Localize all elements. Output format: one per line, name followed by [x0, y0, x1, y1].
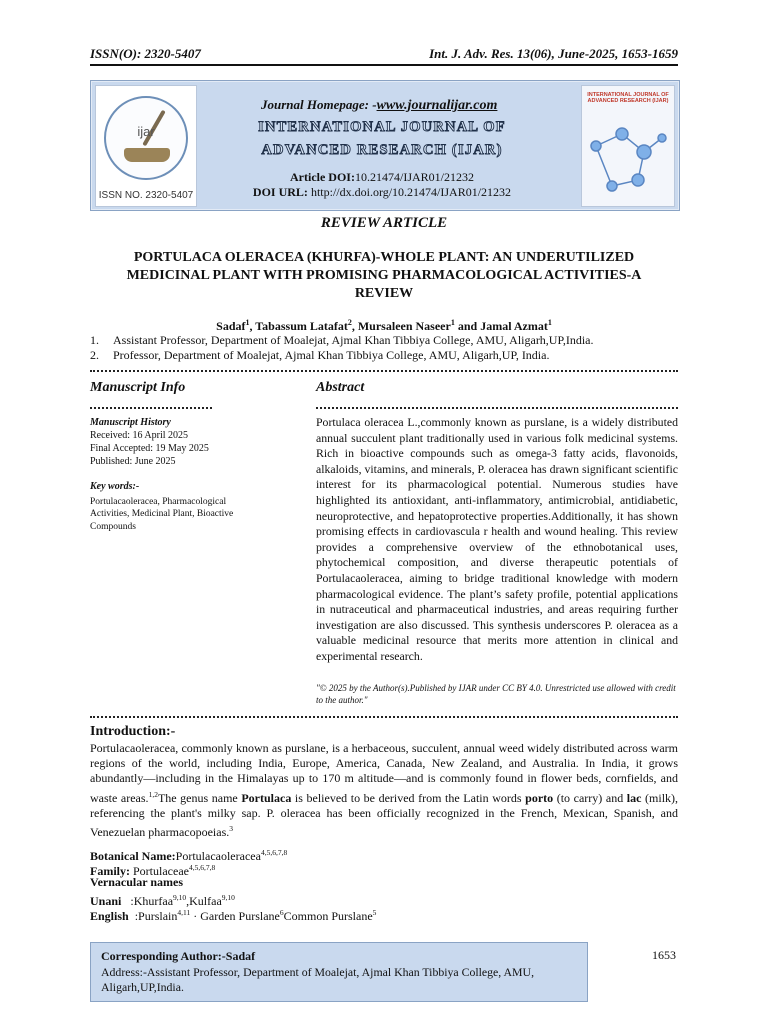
title-line: REVIEW: [354, 286, 414, 301]
author-list: Sadaf$^1$, Tabassum Latafat$^2$, Mursaleen Naseer$^1$ and Jamal Azmat$^1$: [216, 318, 552, 333]
section-divider: [90, 716, 678, 718]
affiliation-text: Assistant Professor, Department of Moalejat, Ajmal Khan Tibbiya College, AMU, Aligarh,UP,India.: [113, 333, 594, 347]
affiliation-number: 2.: [90, 348, 99, 362]
journal-name-line2: ADVANCED RESEARCH (IJAR): [261, 142, 503, 158]
author-affil: 2: [347, 318, 352, 327]
journal-homepage: [261, 97, 497, 114]
accepted-date: Final Accepted: 19 May 2025: [90, 443, 209, 454]
doi-url-label: DOI URL:: [252, 185, 308, 199]
citation-ref[interactable]: 1,2: [148, 789, 158, 799]
corresponding-author-heading: Corresponding Author:-Sadaf: [101, 949, 256, 963]
title-line: MEDICINAL PLANT WITH PROMISING PHARMACOLOGICAL ACTIVITIES-A: [126, 268, 642, 283]
author-name: Jamal Azmat: [480, 319, 548, 333]
affiliation-number: 1.: [90, 333, 99, 347]
affiliation-item: [90, 333, 593, 348]
author-affil: 1: [450, 318, 455, 327]
introduction-paragraph: Portulacaoleracea, commonly known as purslane, is a herbaceous, succulent, annual weed widely distributed across warm regions of the world, including India, Europe, America, Canada, New Zealand, and Australia. In India, it grows abundantly—including in the Himalayas up to 170 m altitude—and is commonly found in flower beds, cornfields, and waste areas.$^{1,2}$The genus name Portulaca is believed to be derived from the Latin words porto (to carry) and lac (milk), referencing the plant's milky sap. P. oleracea has been officially recognized in the French, Mexican, Spanish, and Venezuelan pharmacopoeias.$^3$: [90, 741, 679, 840]
vernacular-heading: Vernacular names: [90, 875, 183, 889]
family: Family: Portulaceae$^{4,5,6,7,8}$: [90, 863, 216, 878]
title-line: PORTULACA OLERACEA (KHURFA)-WHOLE PLANT: AN UNDERUTILIZED: [133, 250, 635, 265]
author-affil: 1: [245, 318, 250, 327]
corresponding-author-box: [90, 942, 588, 1002]
abstract-heading: Abstract: [316, 380, 365, 395]
keywords-label: Key words:-: [90, 481, 140, 492]
issn-label: ISSN(O): 2320-5407: [90, 46, 201, 61]
divider: [316, 407, 678, 409]
manuscript-info-heading: Manuscript Info: [90, 380, 186, 395]
article-type: REVIEW ARTICLE: [320, 215, 448, 231]
abstract-text: Portulaca oleracea L.,commonly known as purslane, is a widely distributed annual succulent plant traditionally used in various folk medicinal systems. Rich in bioactive compounds such as omega-3 fatty acids, flavonoids, alkaloids, vitamins, and minerals, P. oleracea has drawn significant scientific interest for its pharmacological potential. Numerous studies have highlighted its antioxidant, anti-inflammatory, antimicrobial, antidiabetic, neuroprotective, and hepatoprotective properties.Additionally, it has shown promising effects in cardiovascula r health and wound healing. This review provides a comprehensive overview of the ethnobotanical uses, phytochemical composition, and diverse therapeutic potentials of Portulacaoleracea, aiming to bridge traditional knowledge with modern pharmacological evidence. The plant’s safety profile, potential applications in nutraceutical and pharmaceutical industries, and areas requiring further investigation are also discussed. This synthesis underscores P. oleracea as a valuable medicinal resource that merits more attention in clinical and experimental research.: [316, 415, 678, 663]
vernacular-english: English :Purslain$^{4,11}$ · Garden Purslane$^6$Common Purslane$^5$: [90, 908, 377, 923]
article-title: [100, 249, 668, 303]
copyright-notice: "© 2025 by the Author(s).Published by IJAR under CC BY 4.0. Unrestricted use allowed with credit to the author.": [316, 683, 676, 705]
journal-banner: [90, 80, 680, 211]
citation-ref[interactable]: 4,5,6,7,8: [188, 863, 216, 872]
journal-logo: [95, 85, 197, 207]
affiliation-text: Professor, Department of Moalejat, Ajmal Khan Tibbiya College, AMU, Aligarh,UP, India.: [113, 348, 550, 362]
affiliation-item: [90, 348, 549, 363]
history-label: Manuscript History: [90, 417, 171, 428]
doi-url: [203, 185, 561, 200]
homepage-label: Journal Homepage: -: [261, 97, 377, 112]
page-number: 1653: [652, 948, 676, 962]
logo-text: ijar: [137, 124, 155, 139]
citation-ref[interactable]: 4,5,6,7,8: [260, 848, 288, 857]
author-name: Sadaf: [216, 319, 246, 333]
author-name: Mursaleen Naseer: [357, 319, 451, 333]
published-date: Published: June 2025: [90, 456, 176, 467]
divider: [90, 407, 212, 409]
section-divider: [90, 370, 678, 372]
received-date: Received: 16 April 2025: [90, 430, 189, 441]
corresponding-author-address: Address:-Assistant Professor, Department of Moalejat, Ajmal Khan Tibbiya College, AMU, Aligarh,UP,India.: [101, 965, 535, 994]
doi-label: Article DOI:: [290, 170, 355, 184]
journal-name-line1: INTERNATIONAL JOURNAL OF: [258, 119, 506, 135]
doi-url-link[interactable]: http://dx.doi.org/10.21474/IJAR01/21232: [310, 185, 512, 199]
logo-emblem: [104, 96, 188, 180]
article-doi: [203, 170, 561, 185]
doi-value: 10.21474/IJAR01/21232: [354, 170, 474, 184]
book-icon: [124, 148, 170, 162]
journal-citation: Int. J. Adv. Res. 13(06), June-2025, 1653-1659: [429, 46, 678, 61]
botanical-name: Botanical Name:Portulacaoleracea$^{4,5,6,7,8}$: [90, 848, 288, 863]
introduction-heading: Introduction:-: [90, 724, 176, 739]
author-affil: 1: [547, 318, 552, 327]
keywords-text: Portulacaoleracea, Pharmacological Activities, Medicinal Plant, Bioactive Compounds: [90, 496, 234, 532]
running-header: [90, 46, 678, 66]
homepage-link[interactable]: www.journalijar.com: [376, 98, 498, 113]
vernacular-unani: Unani :Khurfaa$^{9,10}$,Kulfaa$^{9,10}$: [90, 893, 235, 908]
author-name: Tabassum Latafat: [255, 319, 348, 333]
molecule-icon: [582, 116, 674, 206]
logo-issn: ISSN NO. 2320-5407: [98, 190, 194, 201]
keywords-block: [90, 481, 266, 533]
manuscript-history: [90, 416, 290, 468]
journal-cover-image: [581, 85, 675, 207]
citation-ref[interactable]: 3: [229, 824, 234, 834]
cover-title: INTERNATIONAL JOURNAL OF ADVANCED RESEARCH (IJAR): [587, 92, 669, 104]
